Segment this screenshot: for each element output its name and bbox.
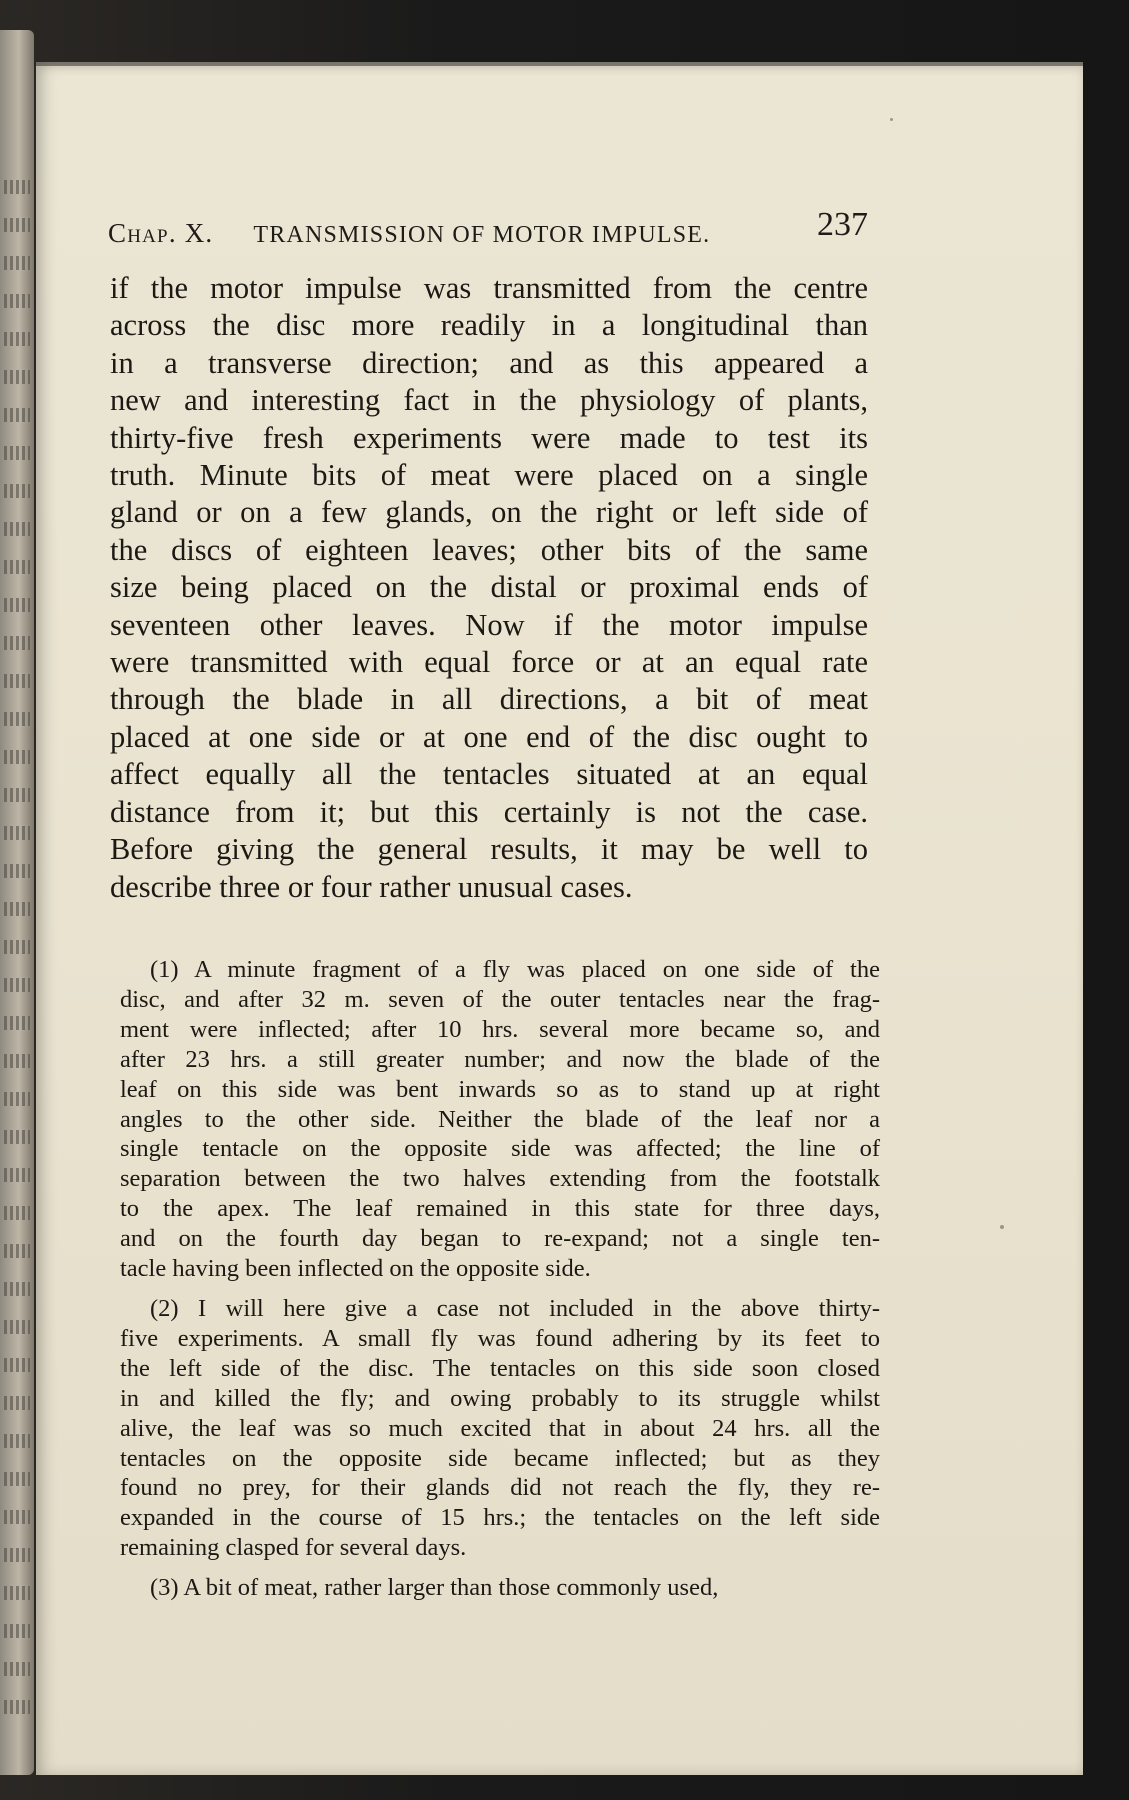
chapter-label: Chap. X. bbox=[108, 218, 214, 248]
adjacent-page-text-fragment bbox=[4, 1244, 30, 1258]
note-line: alive, the leaf was so much excited that in about 24 hrs. all the bbox=[120, 1414, 880, 1442]
note-line: found no prey, for their glands did not reach the fly, they re- bbox=[120, 1474, 880, 1502]
page-number: 237 bbox=[817, 206, 868, 243]
note-line: the left side of the disc. The tentacles on this side soon closed bbox=[120, 1354, 880, 1382]
body-line: distance from it; but this certainly is not the case. bbox=[110, 794, 868, 829]
note-line: to the apex. The leaf remained in this state for three days, bbox=[120, 1195, 880, 1223]
adjacent-page-text-fragment bbox=[4, 1548, 30, 1562]
adjacent-page-text-fragment bbox=[4, 1510, 30, 1524]
adjacent-page-text-fragment bbox=[4, 1472, 30, 1486]
adjacent-page-text-fragment bbox=[4, 750, 30, 764]
note-line: angles to the other side. Neither the blade of the leaf nor a bbox=[120, 1105, 880, 1133]
adjacent-page-text-fragment bbox=[4, 1206, 30, 1220]
adjacent-page-text-fragment bbox=[4, 674, 30, 688]
note-line: remaining clasped for several days. bbox=[120, 1534, 467, 1562]
adjacent-page-text-fragment bbox=[4, 636, 30, 650]
note-line: in and killed the fly; and owing probably to its struggle whilst bbox=[120, 1384, 880, 1412]
note-line: ment were inflected; after 10 hrs. several more became so, and bbox=[120, 1015, 880, 1043]
adjacent-page-text-fragment bbox=[4, 180, 30, 194]
adjacent-page-text-fragment bbox=[4, 256, 30, 270]
adjacent-page-text-fragment bbox=[4, 1662, 30, 1676]
running-head-text bbox=[108, 218, 710, 249]
note-line: leaf on this side was bent inwards so as to stand up at right bbox=[120, 1075, 880, 1103]
body-line: new and interesting fact in the physiology of plants, bbox=[110, 383, 868, 418]
adjacent-page-text-fragment bbox=[4, 1358, 30, 1372]
note-line: disc, and after 32 m. seven of the outer tentacles near the frag- bbox=[120, 985, 880, 1013]
body-line: describe three or four rather unusual cases. bbox=[110, 869, 633, 904]
adjacent-page-text-fragment bbox=[4, 294, 30, 308]
adjacent-page-text-fragment bbox=[4, 1624, 30, 1638]
body-line: across the disc more readily in a longitudinal than bbox=[110, 308, 868, 343]
adjacent-page-text-fragment bbox=[4, 446, 30, 460]
note-line: single tentacle on the opposite side was affected; the line of bbox=[120, 1135, 880, 1163]
note-line: tentacles on the opposite side became inflected; but as they bbox=[120, 1444, 880, 1472]
body-line: thirty-five fresh experiments were made to test its bbox=[110, 420, 868, 455]
adjacent-page-text-fragment bbox=[4, 1130, 30, 1144]
note-line: (3) A bit of meat, rather larger than those commonly used, bbox=[150, 1574, 719, 1602]
page-top-edge bbox=[36, 62, 1083, 66]
adjacent-page-text-fragment bbox=[4, 788, 30, 802]
adjacent-page-text-fragment bbox=[4, 484, 30, 498]
adjacent-page-text-fragment bbox=[4, 1282, 30, 1296]
adjacent-page-text-fragment bbox=[4, 598, 30, 612]
adjacent-page-text-fragment bbox=[4, 408, 30, 422]
body-line: through the blade in all directions, a bit of meat bbox=[110, 682, 868, 717]
adjacent-page-edge bbox=[0, 30, 34, 1775]
note-line: separation between the two halves extending from the footstalk bbox=[120, 1165, 880, 1193]
note-line: after 23 hrs. a still greater number; and now the blade of the bbox=[120, 1045, 880, 1073]
adjacent-page-text-fragment bbox=[4, 218, 30, 232]
adjacent-page-text-fragment bbox=[4, 940, 30, 954]
body-line: the discs of eighteen leaves; other bits of the same bbox=[110, 532, 868, 567]
adjacent-page-text-fragment bbox=[4, 1434, 30, 1448]
adjacent-page-text-fragment bbox=[4, 370, 30, 384]
adjacent-page-text-fragment bbox=[4, 560, 30, 574]
adjacent-page-text-fragment bbox=[4, 864, 30, 878]
adjacent-page-text-fragment bbox=[4, 522, 30, 536]
body-line: truth. Minute bits of meat were placed on a single bbox=[110, 458, 868, 493]
body-line: Before giving the general results, it may be well to bbox=[110, 832, 868, 867]
adjacent-page-text-fragment bbox=[4, 978, 30, 992]
note-line: five experiments. A small fly was found adhering by its feet to bbox=[120, 1324, 880, 1352]
adjacent-page-text-fragment bbox=[4, 1092, 30, 1106]
adjacent-page-text-fragment bbox=[4, 1054, 30, 1068]
note-line: (1) A minute fragment of a fly was placed on one side of the bbox=[150, 956, 880, 983]
adjacent-page-text-fragment bbox=[4, 902, 30, 916]
adjacent-page-text-fragment bbox=[4, 332, 30, 346]
paper-speck bbox=[890, 118, 893, 121]
note-line: (2) I will here give a case not included in the above thirty- bbox=[150, 1294, 880, 1322]
note-line: and on the fourth day began to re-expand; not a single ten- bbox=[120, 1225, 880, 1253]
body-line: were transmitted with equal force or at an equal rate bbox=[110, 645, 868, 680]
adjacent-page-text-fragment bbox=[4, 826, 30, 840]
chapter-title: TRANSMISSION OF MOTOR IMPULSE. bbox=[253, 222, 711, 248]
adjacent-page-text-fragment bbox=[4, 1016, 30, 1030]
adjacent-page-text-fragment bbox=[4, 1320, 30, 1334]
body-line: placed at one side or at one end of the disc ought to bbox=[110, 719, 868, 754]
body-line: size being placed on the distal or proximal ends of bbox=[110, 570, 868, 605]
adjacent-page-text-fragment bbox=[4, 1168, 30, 1182]
adjacent-page-text-fragment bbox=[4, 712, 30, 726]
body-line: affect equally all the tentacles situated at an equal bbox=[110, 757, 868, 792]
adjacent-page-text-fragment bbox=[4, 1586, 30, 1600]
case-notes bbox=[120, 955, 880, 1603]
adjacent-page-text-fragment bbox=[4, 1700, 30, 1714]
main-paragraph bbox=[110, 270, 868, 906]
note-line: expanded in the course of 15 hrs.; the tentacles on the left side bbox=[120, 1504, 880, 1532]
adjacent-page-text-fragment bbox=[4, 1396, 30, 1410]
body-line: if the motor impulse was transmitted from the centre bbox=[110, 271, 868, 305]
paper-speck bbox=[1000, 1225, 1004, 1229]
body-line: seventeen other leaves. Now if the motor impulse bbox=[110, 607, 868, 642]
running-header bbox=[108, 206, 868, 254]
body-line: in a transverse direction; and as this appeared a bbox=[110, 345, 868, 380]
note-line: tacle having been inflected on the opposite side. bbox=[120, 1255, 591, 1283]
body-line: gland or on a few glands, on the right or left side of bbox=[110, 495, 868, 530]
